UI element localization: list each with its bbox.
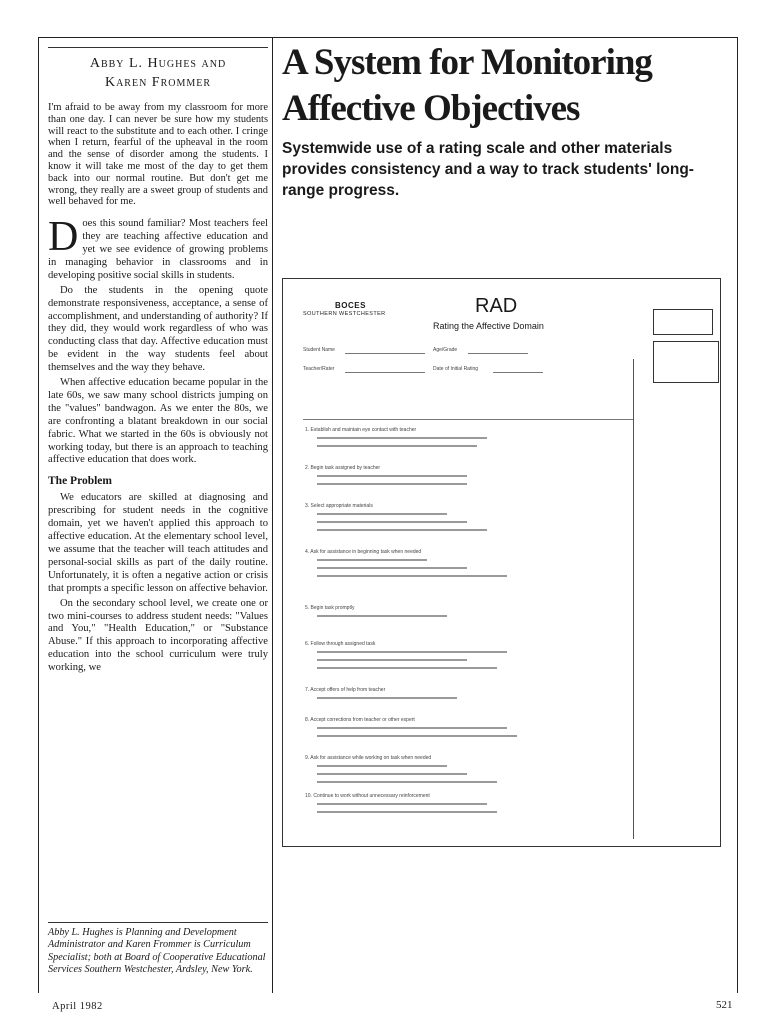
- column-divider: [272, 37, 273, 993]
- form-subline: [317, 513, 447, 515]
- age-label: Age/Grade: [433, 347, 458, 353]
- form-subtitle: Rating the Affective Domain: [433, 321, 544, 331]
- form-subline: [317, 559, 427, 561]
- form-subline: [317, 483, 467, 485]
- form-item-2: 2. Begin task assigned by teacher: [305, 465, 381, 471]
- form-subline: [317, 445, 477, 447]
- form-item-3: 3. Select appropriate materials: [305, 503, 373, 509]
- page-number: 521: [716, 999, 733, 1011]
- bio-rule: [48, 922, 268, 923]
- article-subtitle: Systemwide use of a rating scale and other materials provides consistency and a way to track students' long-range progress.: [282, 140, 694, 199]
- form-item-5: 5. Begin task promptly: [305, 605, 355, 611]
- form-item-4: 4. Ask for assistance in beginning task when needed: [305, 549, 422, 555]
- author-bio-text: Abby L. Hughes is Planning and Development Administrator and Karen Frommer is Curriculum Specialist; both at Board of Cooperative Educational Services Southern Westchester, Ardsley, New York.: [48, 927, 266, 976]
- paragraph-1-text: oes this sound familiar? Most teachers feel they are teaching affective education and yet we see evidence of growing problems in managing behavior in classrooms and in developing positive social skills in students.: [48, 218, 268, 281]
- author-rule: [48, 47, 268, 48]
- form-subline: [317, 697, 457, 699]
- form-subline: [317, 615, 447, 617]
- paragraph-1: [48, 214, 268, 283]
- form-subline: [317, 811, 497, 813]
- form-subline: [317, 773, 467, 775]
- form-item-10: 10. Continue to work without unnecessary reinforcement: [305, 793, 430, 799]
- form-org-sub: SOUTHERN WESTCHESTER: [303, 311, 386, 317]
- form-item-6: 6. Follow through assigned task: [305, 641, 376, 647]
- form-item-8: 8. Accept corrections from teacher or other expert: [305, 717, 415, 723]
- form-subline: [317, 727, 507, 729]
- form-subline: [317, 803, 487, 805]
- form-key-box: [653, 309, 713, 335]
- form-code-box: [653, 341, 719, 383]
- author-line-2: Karen Frommer: [104, 75, 212, 90]
- author-bio: [48, 922, 270, 977]
- byline: [48, 54, 268, 92]
- form-subline: [317, 765, 447, 767]
- student-name-line: [345, 353, 425, 354]
- form-subline: [317, 781, 497, 783]
- paragraph-4: We educators are skilled at diagnosing and prescribing for student needs in the cognitive domain, yet we haven't applied this approach to affective education. At the elementary school level, we assume that the teacher will teach attitudes and personal-social skills as part of the daily routine. Unfortunately, it is often a negative action or crisis that prompts a specific lesson on affective behavior.: [48, 492, 268, 594]
- form-subline: [317, 521, 467, 523]
- paragraph-5: On the secondary school level, we create one or two mini-courses to address student needs: "Values and You," "Health Education," or "Substance Abuse." If this approach to incorporating affective education into the school curriculum were truly working, we: [48, 597, 268, 674]
- drop-cap: D: [48, 214, 79, 261]
- teacher-label: Teacher/Rater: [303, 366, 335, 372]
- opening-quote: I'm afraid to be away from my classroom for more than one day. I can never be sure how my students will react to the substitute and to each other. I cringe when I return, fearful of the upheaval in the room and the sense of disorder among the students. I know it will take me most of the day to get them back into our normal routine. But don't get me wrong, they really are a sweet group of students and well behaved for me.: [48, 102, 268, 208]
- paragraph-2: Do the students in the opening quote demonstrate responsiveness, acceptance, a sense of accomplishment, and understanding of authority? If they did, they would work regardless of who was conducting class that day. Affective education must be evident in the way students feel about themselves and the way they behave.: [48, 284, 268, 374]
- section-heading: The Problem: [48, 475, 112, 488]
- article-title: A System for Monitoring Affective Objectives: [282, 42, 652, 129]
- form-subline: [317, 575, 507, 577]
- form-subline: [317, 735, 517, 737]
- form-item-1: 1. Establish and maintain eye contact with teacher: [305, 427, 417, 433]
- footer-date: April 1982: [52, 1001, 103, 1012]
- form-subline: [317, 651, 507, 653]
- form-subline: [317, 437, 487, 439]
- page-frame-top: [38, 37, 738, 38]
- form-title: RAD: [475, 295, 518, 317]
- form-subline: [317, 475, 467, 477]
- paragraph-3: When affective education became popular in the late 60s, we saw many school districts jumping on the "values" bandwagon. As we enter the 80s, we are confronting a blatant breakdown in our social fabric. What we started in the 60s is obviously not working today, but there is an approach to teaching affective education that does work.: [48, 377, 268, 466]
- teacher-line: [345, 372, 425, 373]
- rad-form-figure: [282, 278, 721, 847]
- form-org: BOCES: [335, 301, 366, 310]
- form-vertical-rule: [633, 359, 634, 839]
- date-line: [493, 372, 543, 373]
- form-item-9: 9. Ask for assistance while working on task when needed: [305, 755, 432, 761]
- form-subline: [317, 659, 467, 661]
- form-subline: [317, 667, 497, 669]
- form-subline: [317, 567, 467, 569]
- date-label: Date of Initial Rating: [433, 366, 479, 372]
- form-header-rule: [303, 419, 633, 420]
- form-subline: [317, 529, 487, 531]
- age-line: [468, 353, 528, 354]
- author-line-1: Abby L. Hughes and: [89, 56, 227, 71]
- page-frame-right: [737, 37, 738, 993]
- student-name-label: Student Name: [303, 347, 335, 353]
- page-frame-left: [38, 37, 39, 993]
- form-item-7: 7. Accept offers of help from teacher: [305, 687, 386, 693]
- left-column: [48, 44, 268, 677]
